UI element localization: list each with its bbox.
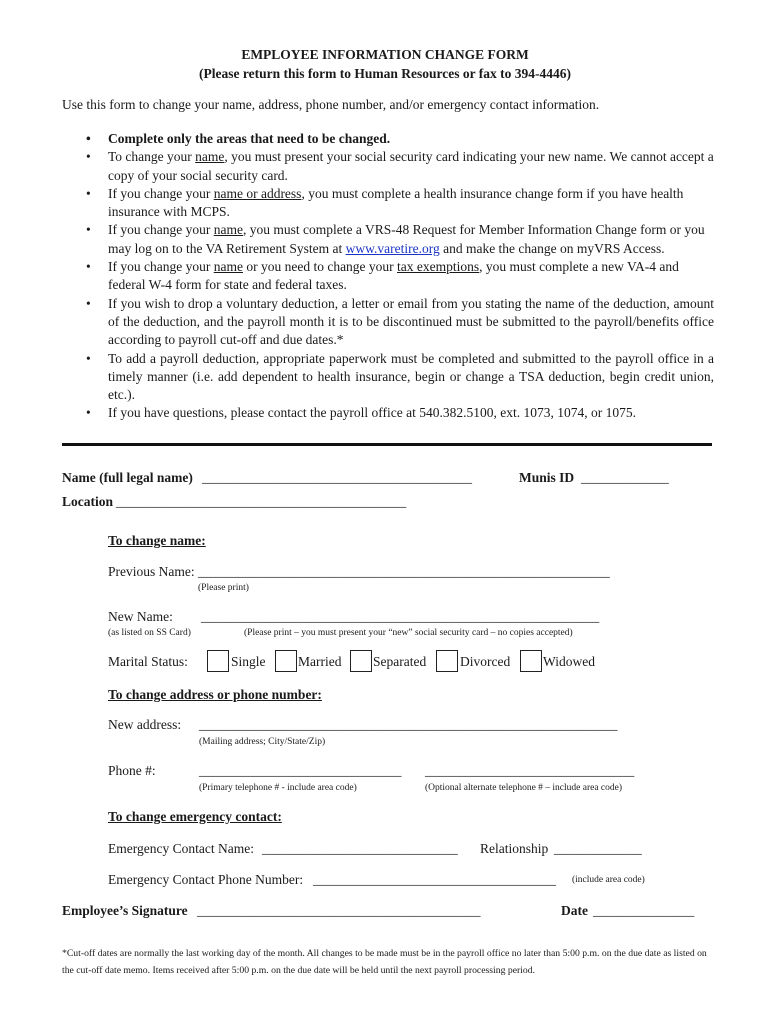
new-address-label: New address: bbox=[108, 717, 182, 732]
list-item: • If you change your name, you must complete a VRS-48 Request for Member Information Change form or you may log on to the VA Retirement System at www.varetire.org and make the change on myVRS Access. bbox=[62, 221, 714, 258]
primary-phone-hint: (Primary telephone # - include area code) bbox=[199, 783, 357, 793]
list-item: • If you change your name or address, you must complete a health insurance change form if you have health insurance with MCPS. bbox=[62, 185, 714, 222]
widowed-checkbox[interactable] bbox=[520, 650, 542, 672]
name-field[interactable]: ________________________________________ bbox=[202, 470, 472, 485]
change-emergency-heading: To change emergency contact: bbox=[108, 809, 282, 824]
signature-field[interactable]: __________________________________________ bbox=[197, 903, 481, 918]
emergency-phone-hint: (include area code) bbox=[572, 875, 645, 885]
primary-phone-field[interactable]: ______________________________ bbox=[199, 763, 402, 778]
divorced-option-label: Divorced bbox=[460, 654, 511, 669]
alternate-phone-hint: (Optional alternate telephone # – include area code) bbox=[425, 783, 623, 793]
varetire-link[interactable]: www.varetire.org bbox=[345, 240, 440, 256]
previous-name-label: Previous Name: bbox=[108, 564, 195, 579]
list-item: • To add a payroll deduction, appropriate paperwork must be completed and submitted to the payroll office in a timely manner (i.e. add dependent to health insurance, begin or change a TSA deduction, begin credit union, etc.). bbox=[62, 350, 714, 405]
location-label: Location bbox=[62, 494, 114, 509]
munis-id-label: Munis ID bbox=[519, 470, 575, 485]
form-title: EMPLOYEE INFORMATION CHANGE FORM bbox=[241, 47, 529, 62]
change-name-heading: To change name: bbox=[108, 533, 206, 548]
instructions-list bbox=[62, 130, 714, 423]
emergency-name-label: Emergency Contact Name: bbox=[108, 841, 254, 856]
marital-status-label: Marital Status: bbox=[108, 654, 188, 669]
location-field[interactable]: ___________________________________________ bbox=[116, 494, 407, 509]
married-option-label: Married bbox=[298, 654, 342, 669]
list-item: • If you change your name or you need to change your tax exemptions, you must complete a new VA-4 and federal W-4 form for state and federal taxes. bbox=[62, 258, 714, 295]
date-label: Date bbox=[561, 903, 588, 918]
married-checkbox[interactable] bbox=[275, 650, 297, 672]
alternate-phone-field[interactable]: _______________________________ bbox=[425, 763, 635, 778]
new-address-hint: (Mailing address; City/State/Zip) bbox=[199, 737, 326, 747]
name-label: Name (full legal name) bbox=[62, 470, 193, 485]
relationship-label: Relationship bbox=[480, 841, 549, 856]
change-address-heading: To change address or phone number: bbox=[108, 687, 322, 702]
list-item: • If you have questions, please contact the payroll office at 540.382.5100, ext. 1073, 1074, or 1075. bbox=[62, 404, 714, 422]
emergency-phone-label: Emergency Contact Phone Number: bbox=[108, 872, 304, 887]
date-field[interactable]: _______________ bbox=[593, 903, 695, 918]
intro-text: Use this form to change your name, address, phone number, and/or emergency contact information. bbox=[62, 97, 600, 112]
previous-name-hint: (Please print) bbox=[198, 583, 249, 593]
new-name-label: New Name: bbox=[108, 609, 173, 624]
widowed-option-label: Widowed bbox=[543, 654, 595, 669]
relationship-field[interactable]: _____________ bbox=[554, 841, 642, 856]
single-checkbox[interactable] bbox=[207, 650, 229, 672]
new-name-hint: (Please print – you must present your “new” social security card – no copies accepted) bbox=[244, 628, 573, 638]
munis-id-field[interactable]: _____________ bbox=[581, 470, 669, 485]
emergency-phone-field[interactable]: ____________________________________ bbox=[313, 872, 556, 887]
separated-checkbox[interactable] bbox=[350, 650, 372, 672]
separated-option-label: Separated bbox=[373, 654, 427, 669]
new-name-field[interactable]: ___________________________________________________________ bbox=[201, 609, 600, 624]
single-option-label: Single bbox=[231, 654, 266, 669]
list-item: • If you wish to drop a voluntary deduction, a letter or email from you stating the name of the deduction, amount of the deduction, and the payroll month it is to be discontinued must be submitted to the payroll/benefits office according to payroll cut-off and due dates.* bbox=[62, 295, 714, 350]
new-address-field[interactable]: ______________________________________________________________ bbox=[199, 717, 618, 732]
emergency-name-field[interactable]: _____________________________ bbox=[262, 841, 458, 856]
new-name-sublabel: (as listed on SS Card) bbox=[108, 628, 191, 638]
signature-label: Employee’s Signature bbox=[62, 903, 188, 918]
cutoff-footnote: *Cut-off dates are normally the last working day of the month. All changes to be made must be in the payroll office no later than 5:00 p.m. on the due date as listed on the cut-off date memo. Items received after 5:00 p.m. on the due date will be held until the next payroll processing period. bbox=[62, 948, 707, 976]
list-item: • Complete only the areas that need to be changed. bbox=[62, 130, 714, 148]
previous-name-field[interactable]: _____________________________________________________________ bbox=[198, 564, 610, 579]
section-divider bbox=[62, 443, 712, 446]
form-subtitle: (Please return this form to Human Resources or fax to 394-4446) bbox=[199, 66, 571, 81]
phone-label: Phone #: bbox=[108, 763, 156, 778]
divorced-checkbox[interactable] bbox=[436, 650, 458, 672]
list-item: • To change your name, you must present your social security card indicating your new name. We cannot accept a copy of your social security card. bbox=[62, 148, 714, 185]
